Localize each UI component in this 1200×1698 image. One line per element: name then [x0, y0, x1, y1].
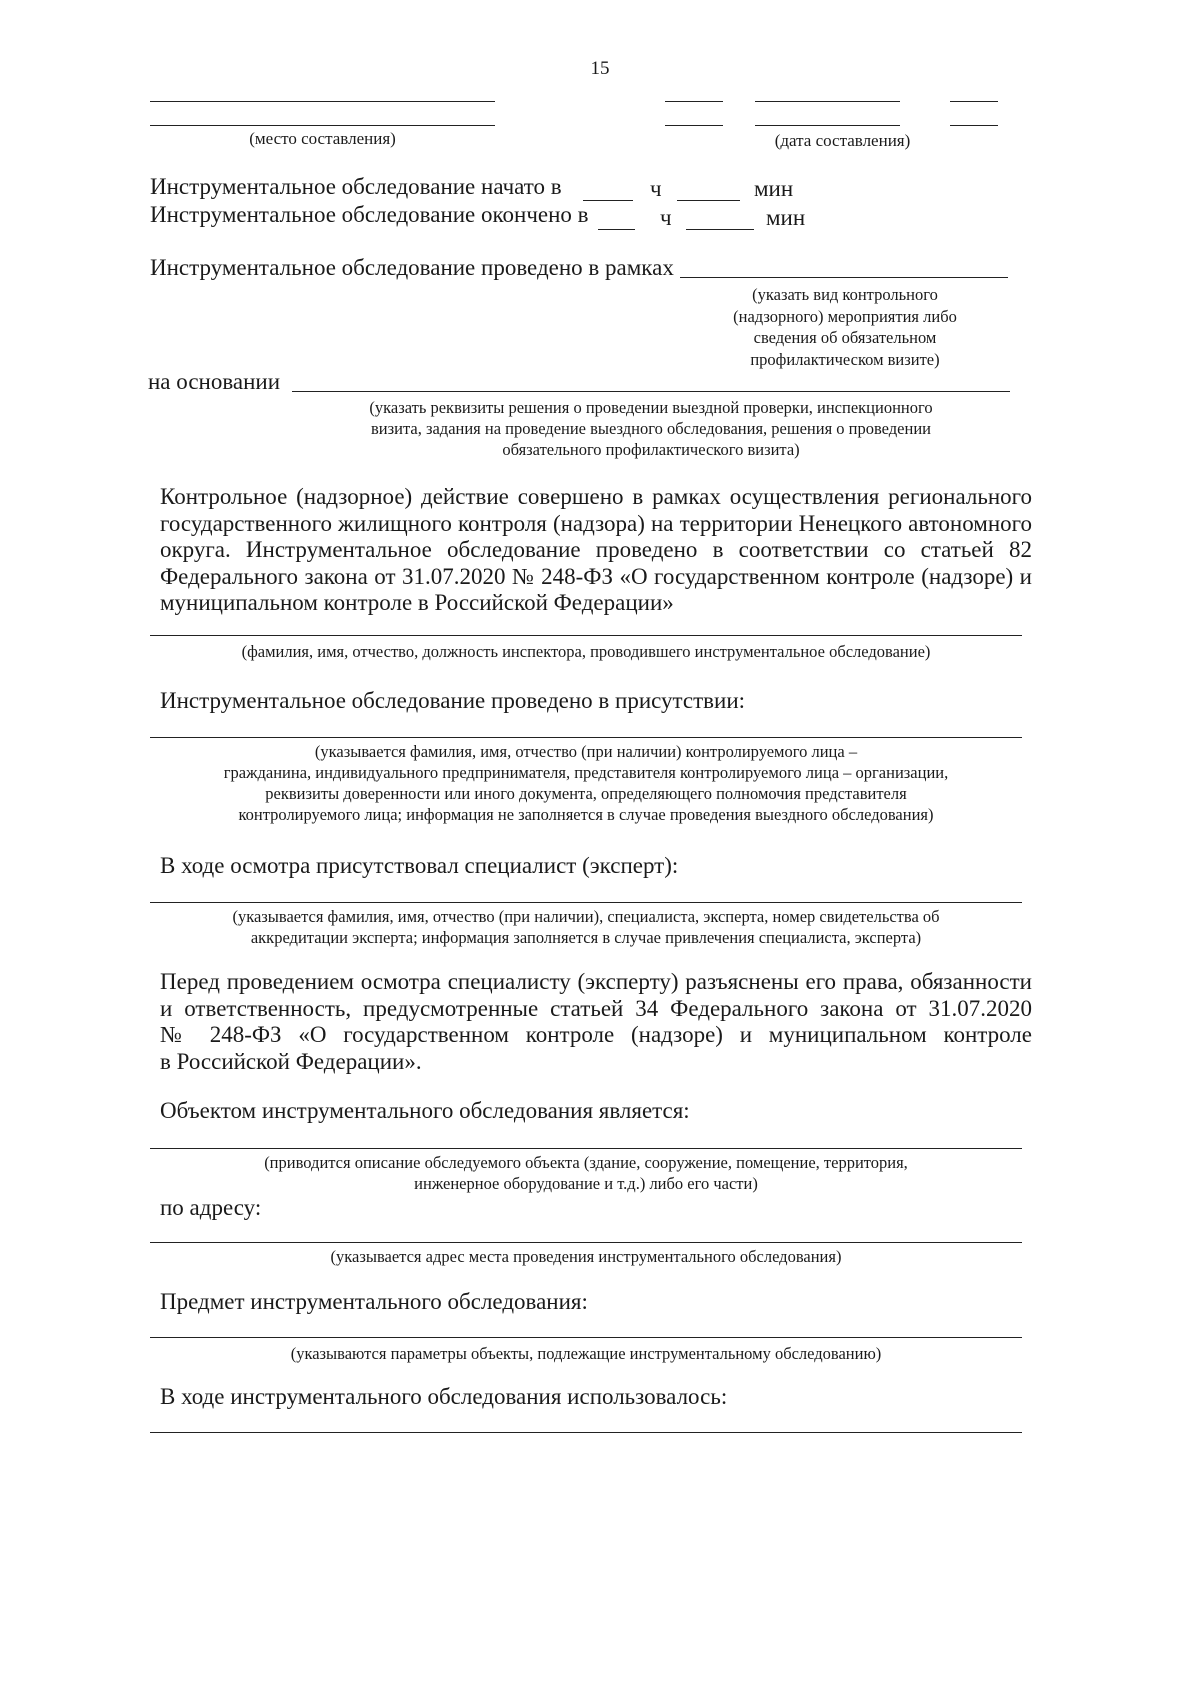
basis-caption-line: (указать реквизиты решения о проведении выездной проверки, инспекционного: [369, 398, 933, 417]
inspector-field[interactable]: [150, 635, 1022, 636]
framework-caption-line: (надзорного) мероприятия либо: [733, 306, 957, 326]
specialist-caption: [150, 906, 1022, 948]
presence-caption-line: реквизиты доверенности или иного документа, определяющего полномочия представителя: [265, 784, 907, 803]
basis-caption: [292, 397, 1010, 460]
object-caption: [150, 1152, 1022, 1194]
address-caption: (указывается адрес места проведения инструментального обследования): [330, 1247, 842, 1266]
object-caption-line: (приводится описание обследуемого объекта (здание, сооружение, помещение, территория,: [264, 1153, 908, 1172]
date-month-line-1: [755, 101, 900, 102]
place-line-1: [150, 101, 495, 102]
presence-caption-line: гражданина, индивидуального предпринимателя, представителя контролируемого лица – организации,: [223, 763, 949, 782]
date-year-line-2: [950, 125, 998, 126]
control-paragraph-line: Федерального закона от 31.07.2020 № 248-ФЗ «О государственном контроле (надзоре) и: [160, 563, 1032, 589]
object-caption-line: инженерное оборудование и т.д.) либо его части): [414, 1174, 758, 1193]
start-minute-field[interactable]: [677, 200, 740, 201]
basis-field[interactable]: [292, 391, 1010, 392]
framework-label: Инструментальное обследование проведено в рамках: [150, 255, 674, 280]
basis-caption-line: визита, задания на проведение выездного обследования, решения о проведении: [371, 419, 931, 438]
object-label: Объектом инструментального обследования является:: [160, 1098, 690, 1123]
presence-label: Инструментальное обследование проведено в присутствии:: [160, 688, 746, 713]
control-paragraph-line: государственного жилищного контроля (надзора) на территории Ненецкого автономного: [160, 510, 1032, 536]
date-year-line-1: [950, 101, 998, 102]
presence-field[interactable]: [150, 737, 1022, 738]
subject-caption: (указываются параметры объекты, подлежащие инструментальному обследованию): [290, 1344, 882, 1363]
specialist-caption-line: (указывается фамилия, имя, отчество (при наличии), специалиста, эксперта, номер свидетельства об: [232, 907, 940, 926]
specialist-caption-line: аккредитации эксперта; информация заполняется в случае привлечения специалиста, эксперта): [250, 928, 922, 947]
rights-paragraph-line: в Российской Федерации».: [160, 1048, 422, 1074]
start-minute-abbr: мин: [754, 176, 794, 201]
page-number: 15: [590, 58, 610, 79]
basis-label: на основании: [148, 369, 281, 394]
presence-caption-line: контролируемого лица; информация не заполняется в случае проведения выездного обследования): [238, 805, 934, 824]
address-field[interactable]: [150, 1242, 1022, 1243]
presence-caption-line: (указывается фамилия, имя, отчество (при наличии) контролируемого лица –: [314, 742, 858, 761]
end-hour-abbr: ч: [660, 205, 672, 230]
framework-caption-line: (указать вид контрольного: [752, 285, 938, 304]
start-hour-abbr: ч: [650, 176, 662, 201]
subject-field[interactable]: [150, 1337, 1022, 1338]
framework-caption-line: сведения об обязательном: [753, 328, 937, 347]
control-paragraph-line: округа. Инструментальное обследование проведено в соответствии со статьей 82: [160, 537, 1032, 562]
address-label: по адресу:: [160, 1195, 262, 1220]
used-field[interactable]: [150, 1432, 1022, 1433]
control-paragraph-line: Контрольное (надзорное) действие совершено в рамках осуществления регионального: [160, 484, 1032, 509]
basis-caption-line: обязательного профилактического визита): [502, 440, 800, 459]
control-paragraph: [160, 484, 1032, 617]
start-time-label: Инструментальное обследование начато в: [150, 174, 562, 199]
inspector-caption: (фамилия, имя, отчество, должность инспектора, проводившего инструментальное обследование): [241, 642, 931, 661]
start-hour-field[interactable]: [583, 200, 633, 201]
date-caption: (дата составления): [774, 131, 911, 150]
end-hour-field[interactable]: [598, 229, 635, 230]
end-time-label: Инструментальное обследование окончено в: [150, 202, 589, 227]
used-label: В ходе инструментального обследования использовалось:: [160, 1384, 728, 1409]
rights-paragraph-line: и ответственность, предусмотренные статьей 34 Федерального закона от 31.07.2020: [160, 995, 1032, 1021]
date-day-line-1: [665, 101, 723, 102]
date-day-line-2: [665, 125, 723, 126]
place-line-2: [150, 125, 495, 126]
specialist-label: В ходе осмотра присутствовал специалист (эксперт):: [160, 853, 679, 878]
framework-caption-line: профилактическом визите): [750, 349, 940, 369]
framework-caption: [705, 284, 985, 370]
end-minute-abbr: мин: [766, 205, 806, 230]
object-field[interactable]: [150, 1148, 1022, 1149]
specialist-field[interactable]: [150, 902, 1022, 903]
date-month-line-2: [755, 125, 900, 126]
rights-paragraph-line: Перед проведением осмотра специалисту (эксперту) разъяснены его права, обязанности: [160, 969, 1032, 994]
presence-caption: [150, 741, 1022, 825]
rights-paragraph: [160, 969, 1032, 1075]
place-caption: (место составления): [249, 129, 396, 148]
rights-paragraph-line: № 248-ФЗ «О государственном контроле (надзоре) и муниципальном контроле: [160, 1022, 1032, 1047]
subject-label: Предмет инструментального обследования:: [160, 1289, 588, 1314]
framework-field[interactable]: [680, 277, 1008, 278]
end-minute-field[interactable]: [686, 229, 754, 230]
control-paragraph-line: муниципальном контроле в Российской Федерации»: [160, 590, 674, 615]
